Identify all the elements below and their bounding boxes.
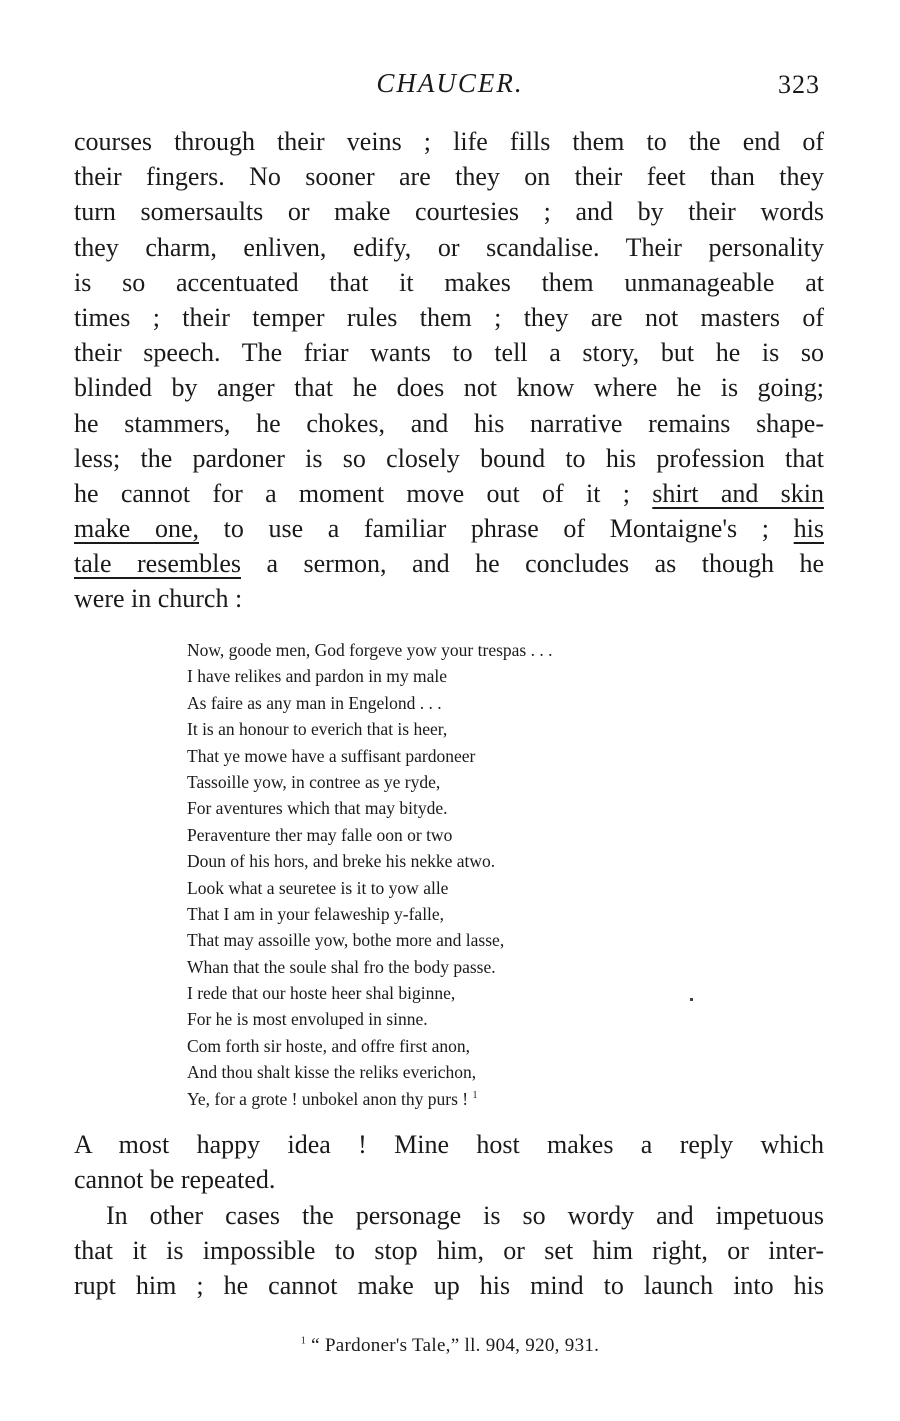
verse-line: For aventures which that may bityde.: [187, 798, 448, 819]
verse-line: Peraventure ther may falle oon or two: [187, 824, 453, 845]
verse-line: For he is most envoluped in sinne.: [187, 1009, 428, 1030]
verse-line: That I am in your felaweship y-falle,: [187, 903, 445, 924]
text-line: were in church :: [74, 584, 243, 614]
text-line: their fingers. No sooner are they on their feet than they: [74, 162, 824, 192]
text-line: times ; their temper rules them ; they are not masters of: [74, 302, 824, 332]
verse-line: That ye mowe have a suffisant pardoneer: [187, 745, 476, 766]
text-line: he stammers, he chokes, and his narrative remains shape-: [74, 408, 824, 438]
text-line: [74, 511, 824, 546]
text-line: blinded by anger that he does not know where he is going;: [74, 373, 824, 403]
print-speck: [690, 998, 693, 1001]
text-segment: he cannot for a moment move out of it ;: [74, 478, 630, 508]
text-line: cannot be repeated.: [74, 1165, 276, 1195]
footnote-marker: 1: [300, 1335, 307, 1347]
underlined-text: his: [793, 514, 824, 544]
paragraph-3: [74, 1198, 824, 1304]
text-line: is so accentuated that it makes them unmanageable at: [74, 267, 824, 297]
text-segment: to use a familiar phrase of Montaigne's ;: [198, 514, 794, 544]
text-line: [74, 476, 824, 511]
text-line: their speech. The friar wants to tell a story, but he is so: [74, 338, 824, 368]
verse-line: Look what a seuretee is it to yow alle: [187, 877, 449, 898]
verse-line: I rede that our hoste heer shal biginne,: [187, 983, 456, 1004]
text-line: less; the pardoner is so closely bound to his profession that: [74, 443, 824, 473]
paragraph-1: [74, 124, 824, 617]
text-line: rupt him ; he cannot make up his mind to launch into his: [74, 1271, 824, 1301]
footnote: [0, 1335, 900, 1357]
footnote-reference: 1: [472, 1089, 478, 1101]
page-number: 323: [778, 70, 820, 99]
verse-quotation: [187, 637, 747, 1112]
verse-line: As faire as any man in Engelond . . .: [187, 692, 442, 713]
verse-line: And thou shalt kisse the reliks everichon,: [187, 1062, 477, 1083]
verse-text: Ye, for a grote ! unbokel anon thy purs !: [187, 1088, 469, 1109]
text-line: turn somersaults or make courtesies ; and by their words: [74, 197, 824, 227]
verse-line: I have relikes and pardon in my male: [187, 666, 447, 687]
underlined-text: tale resembles: [74, 549, 241, 579]
text-line: that it is impossible to stop him, or set him right, or inter-: [74, 1236, 824, 1266]
underlined-text: shirt and skin: [652, 478, 825, 508]
verse-line: Doun of his hors, and breke his nekke atwo.: [187, 851, 496, 872]
text-line: courses through their veins ; life fills them to the end of: [74, 127, 824, 156]
text-segment: a sermon, and he concludes as though he: [240, 549, 824, 579]
verse-line: That may assoille yow, bothe more and lasse,: [187, 930, 505, 951]
text-line: [74, 546, 824, 581]
running-head: [0, 68, 900, 108]
verse-line: Com forth sir hoste, and offre first anon,: [187, 1035, 471, 1056]
verse-line: It is an honour to everich that is heer,: [187, 719, 448, 740]
verse-line: Now, goode men, God forgeve yow your trespas . . .: [187, 640, 553, 660]
verse-line: [187, 1086, 747, 1112]
paragraph-2: [74, 1127, 824, 1197]
verse-line: Whan that the soule shal fro the body passe.: [187, 956, 496, 977]
text-line: they charm, enliven, edify, or scandalise. Their personality: [74, 232, 824, 262]
running-title: CHAUCER.: [376, 68, 524, 98]
verse-line: Tassoille yow, in contree as ye ryde,: [187, 771, 441, 792]
text-line: A most happy idea ! Mine host makes a reply which: [74, 1130, 824, 1159]
text-line: In other cases the personage is so wordy and impetuous: [106, 1201, 824, 1230]
underlined-text: make one,: [74, 514, 199, 544]
footnote-text: “ Pardoner's Tale,” ll. 904, 920, 931.: [311, 1335, 600, 1356]
